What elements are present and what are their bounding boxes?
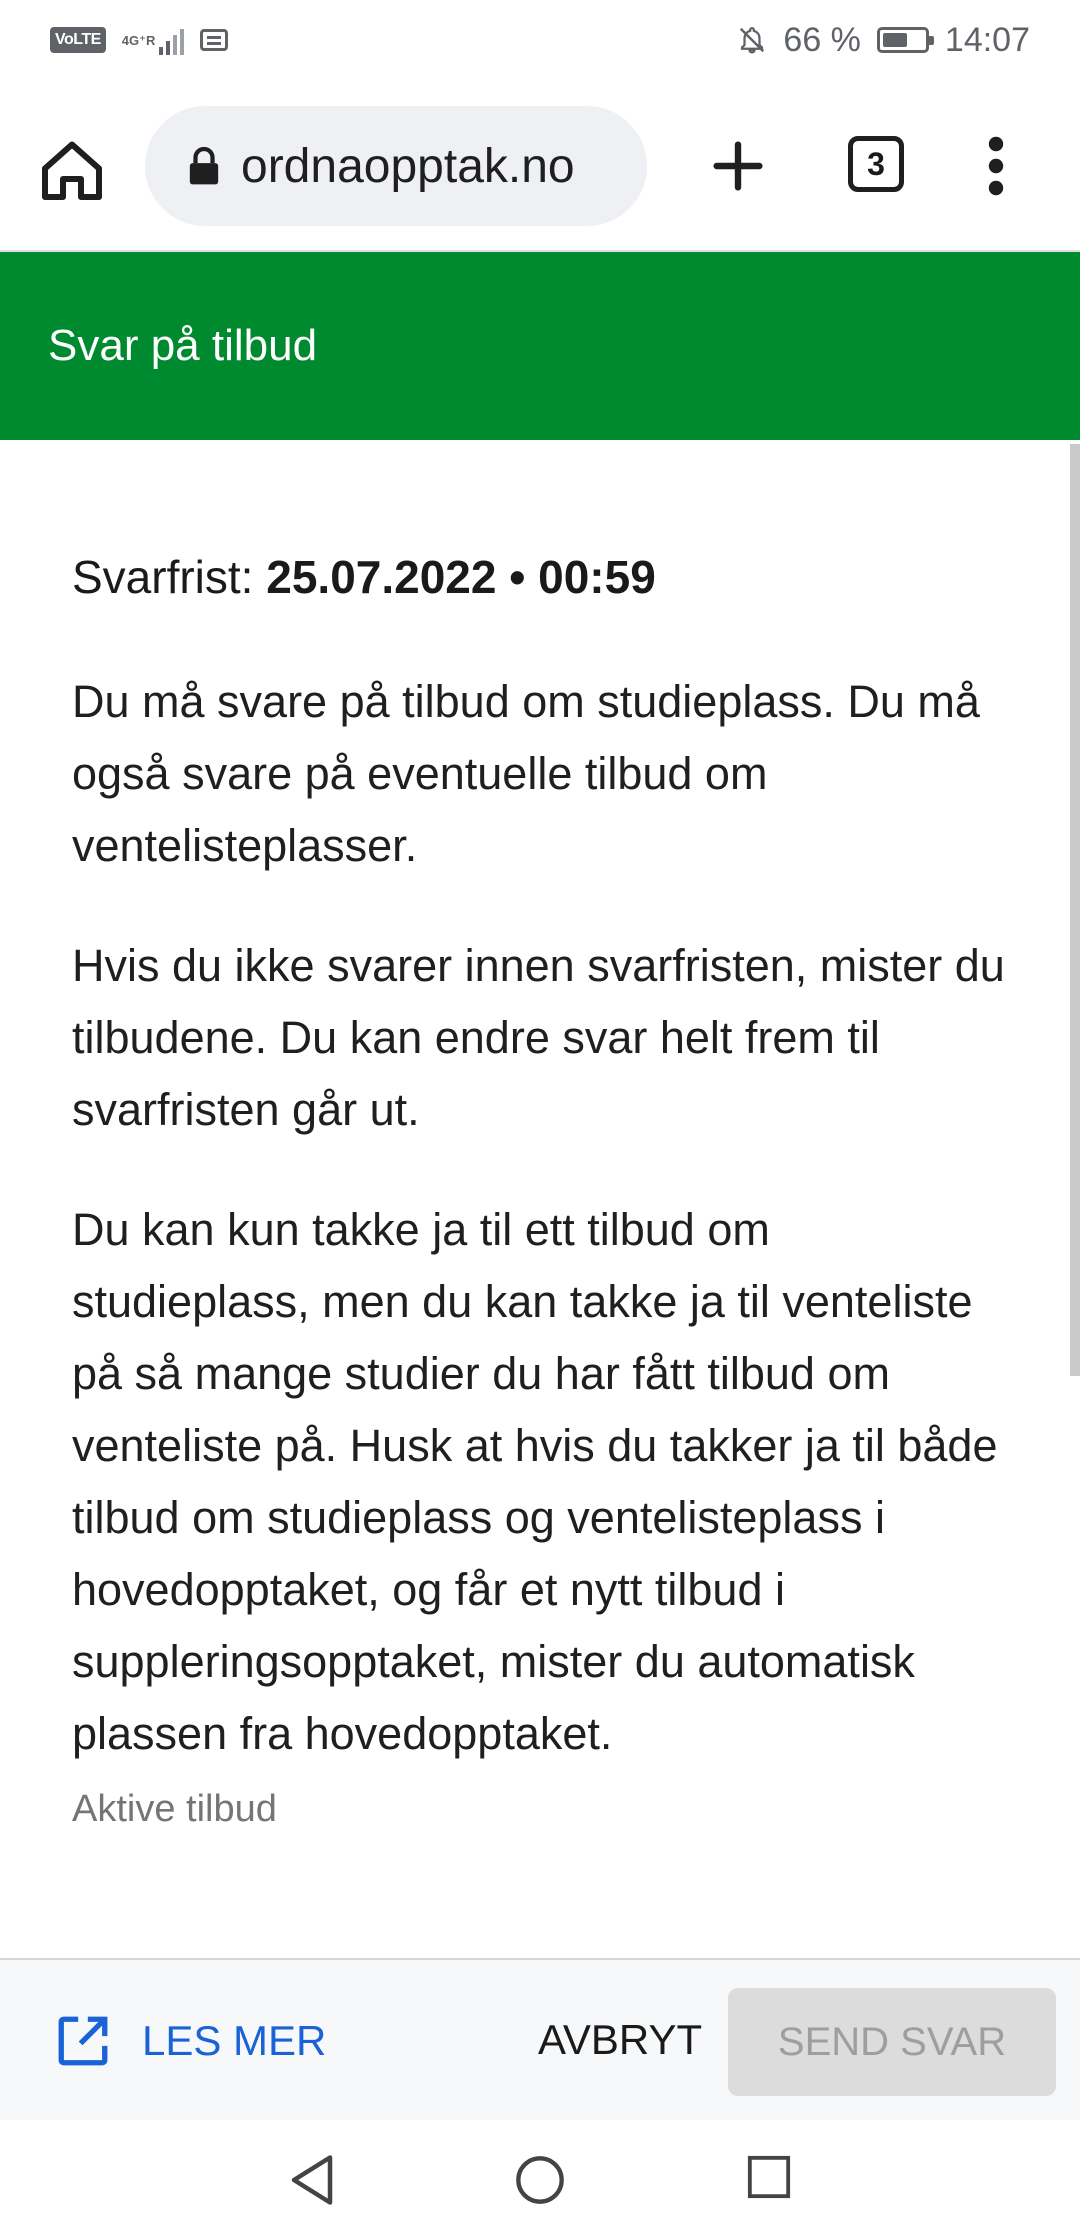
url-text: ordnaopptak.no [241,139,575,193]
signal-icon [122,25,185,55]
status-left [50,25,228,55]
battery-percent: 66 % [783,20,861,59]
message-notification-icon [200,29,228,51]
clock: 14:07 [944,20,1030,59]
page-title: Svar på tilbud [48,321,318,370]
tab-switcher-button[interactable]: 3 [848,136,904,192]
cancel-button[interactable]: AVBRYT [538,2016,703,2063]
info-paragraph: Hvis du ikke svarer innen svarfristen, mister du tilbudene. Du kan endre svar helt frem til svarfristen går ut. [72,940,1005,1135]
page-header [0,252,1080,440]
battery-icon [877,27,929,53]
address-bar[interactable] [145,106,647,226]
action-bar [0,1958,1080,2120]
open-in-new-icon [54,2012,112,2070]
send-answer-button[interactable]: SEND SVAR [728,1988,1056,2096]
home-icon[interactable] [36,134,108,206]
browser-toolbar [0,80,1080,252]
active-offers-heading: Aktive tilbud [72,1788,277,1830]
read-more-label: LES MER [142,2017,327,2064]
main-content [0,440,1080,1960]
recents-square-icon[interactable] [746,2154,792,2200]
network-label: 4G⁺R [121,33,156,48]
status-right [737,21,1030,60]
battery-fill [883,33,907,47]
back-triangle-icon[interactable] [285,2150,339,2210]
lock-icon [187,146,221,186]
info-paragraph: Du kan kun takke ja til ett tilbud om studieplass, men du kan takke ja til venteliste på så mange studier du har fått tilbud om venteliste på. Husk at hvis du takker ja til både tilbud om studieplass og ventelisteplass i hovedopptaket, og får et nytt tilbud i suppleringsopptaket, mister du automatisk plassen fra hovedopptaket. [72,1204,998,1759]
volte-badge: VoLTE [50,27,106,53]
deadline [72,550,656,604]
home-circle-icon[interactable] [514,2154,566,2206]
plus-icon[interactable] [706,134,770,198]
status-bar [0,0,1080,80]
system-nav-bar [0,2120,1080,2240]
info-paragraph: Du må svare på tilbud om studieplass. Du må også svare på eventuelle tilbud om ventelisteplasser. [72,676,980,871]
bell-off-icon [737,25,767,55]
more-vert-icon[interactable] [976,134,1016,198]
deadline-value: 25.07.2022 • 00:59 [266,551,656,603]
read-more-link[interactable] [54,2012,326,2070]
deadline-label: Svarfrist: [72,551,254,603]
